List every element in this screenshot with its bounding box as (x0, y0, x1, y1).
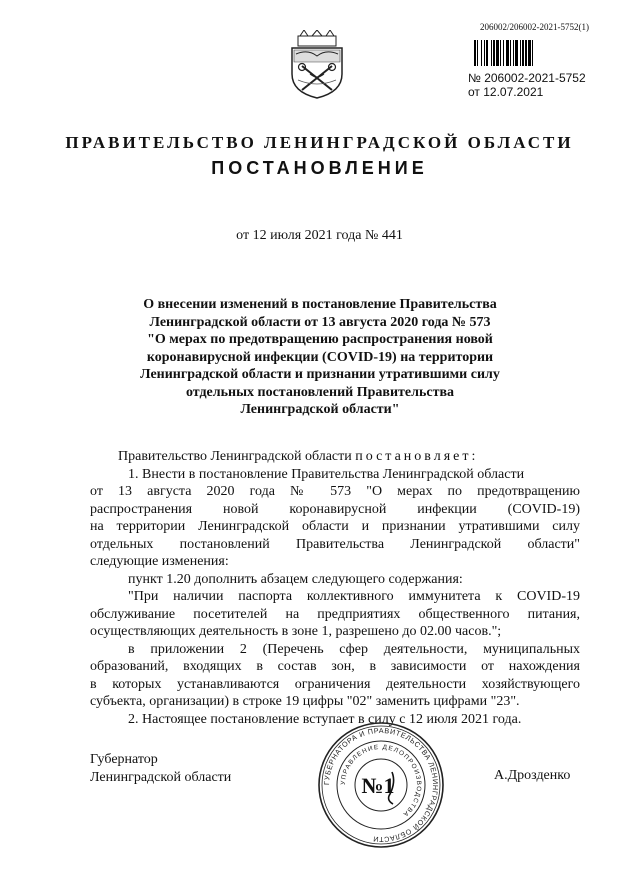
decree-subject (120, 296, 520, 419)
intro-line (90, 448, 580, 466)
annex-line: образований, входящих в состав зон, в зависимости от нахождения (90, 659, 580, 674)
subject-line: О внесении изменений в постановление Правительства (143, 297, 497, 312)
signatory-title-line: Ленинградской области (90, 769, 232, 785)
quote-line: осуществляющих деятельность в зоне 1, разрешено до 02.00 часов."; (90, 624, 502, 639)
subject-line: Ленинградской области от 13 августа 2020 года № 573 (149, 314, 491, 330)
signatory-title-line: Губернатор (90, 752, 158, 767)
paragraph-1-line: от 13 августа 2020 года № 573 "О мерах по предотвращению (90, 484, 580, 499)
coat-of-arms-icon (288, 30, 346, 100)
seal-outer-text: ГУБЕРНАТОРА И ПРАВИТЕЛЬСТВА ЛЕНИНГРАДСКОЙ ОБЛАСТИ (321, 725, 441, 845)
barcode-bar (533, 40, 535, 66)
signatory-name: А.Дрозденко (494, 768, 571, 783)
subject-line: отдельных постановлений Правительства (185, 384, 455, 400)
official-seal-stamp (316, 720, 446, 850)
paragraph-1-line: распространения новой коронавирусной инфекции (COVID-19) (90, 501, 580, 517)
intro-prefix: Правительство Ленинградской области (118, 449, 352, 464)
registration-date: от 12.07.2021 (468, 85, 544, 99)
subject-line: "О мерах по предотвращению распространения новой (147, 332, 493, 347)
seal-inner-text: УПРАВЛЕНИЕ ДЕЛОПРОИЗВОДСТВА (339, 743, 423, 819)
paragraph-2: 2. Настоящее постановление вступает в силу с 12 июля 2021 года. (128, 711, 522, 727)
intro-resolves: постановляет: (355, 449, 479, 464)
subject-line: Ленинградской области" (240, 402, 400, 417)
annex-line: субъекта, организации) в строке 19 цифры "02" заменить цифрами "23". (90, 694, 520, 709)
paragraph-1-line: следующие изменения: (90, 554, 229, 569)
seal-number: №1 (361, 773, 395, 798)
subject-line: Ленинградской области и признании утратившими силу (140, 367, 500, 382)
quote-line: обслуживание посетителей на предприятиях общественного питания, (90, 606, 580, 622)
item-intro: пункт 1.20 дополнить абзацем следующего содержания: (128, 571, 463, 587)
registration-number: № 206002-2021-5752 (468, 71, 586, 85)
annex-line: в которых устанавливаются ограничения деятельности хозяйствующего (90, 676, 580, 692)
document-type: ПОСТАНОВЛЕНИЕ (211, 158, 428, 178)
decree-date-number: от 12 июля 2021 года № 441 (236, 228, 403, 243)
decree-body (90, 448, 580, 728)
paragraph-1-line: 1. Внести в постановление Правительства Ленинградской области (128, 466, 525, 482)
signatory-title (90, 751, 231, 786)
paragraph-1-line: на территории Ленинградской области и признании утратившими силу (90, 519, 580, 534)
subject-line: коронавирусной инфекции (COVID-19) на территории (146, 349, 494, 365)
quote-line: "При наличии паспорта коллективного иммунитета к COVID-19 (128, 589, 580, 604)
barcode (474, 40, 580, 66)
annex-line: в приложении 2 (Перечень сфер деятельности, муниципальных (128, 641, 580, 657)
government-title: ПРАВИТЕЛЬСТВО ЛЕНИНГРАДСКОЙ ОБЛАСТИ (65, 133, 574, 152)
registration-info (468, 71, 586, 99)
registration-code: 206002/206002-2021-5752(1) (480, 22, 589, 32)
paragraph-1-line: отдельных постановлений Правительства Ленинградской области" (90, 536, 580, 552)
